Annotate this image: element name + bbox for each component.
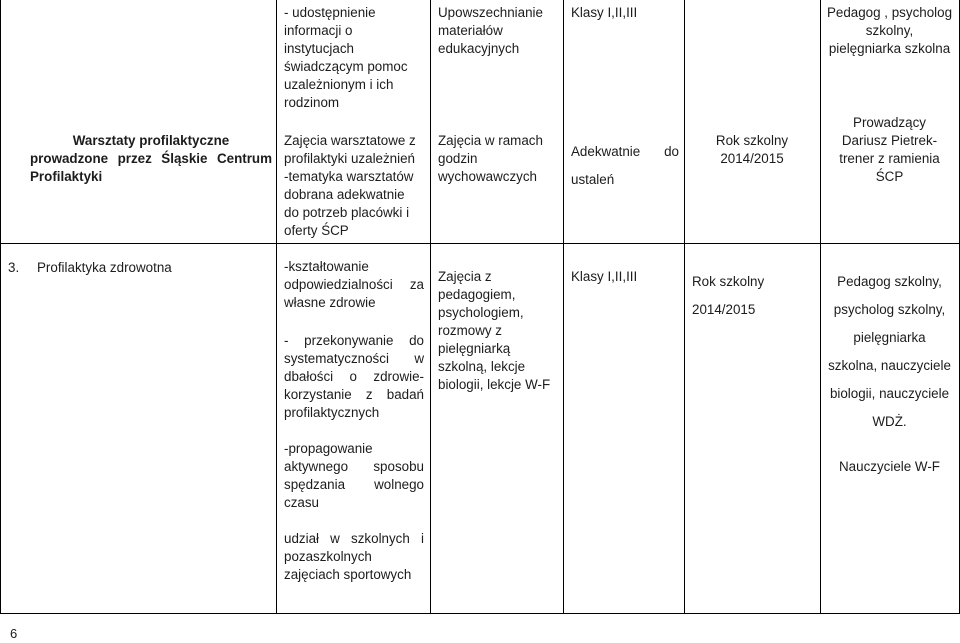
table-border-left <box>0 0 1 614</box>
health-target-classes: Klasy I,II,III <box>571 269 638 284</box>
target-classes: Klasy I,II,III <box>571 5 638 20</box>
health-task-sports: udział w szkolnych i pozaszkolnych zajęciach sportowych <box>284 531 424 582</box>
info-sharing-task: - udostępnienie informacji o instytucjach świadczącym pomoc uzależnionym i ich rodzinom <box>284 5 408 110</box>
workshop-task: Zajęcia warsztatowe z profilaktyki uzależnień -tematyka warsztatów dobrana adekwatnie do potrzeb placówki i oferty ŚCP <box>284 133 416 238</box>
health-prevention-title: Profilaktyka zdrowotna <box>37 260 172 275</box>
health-method: Zajęcia z pedagogiem, psychologiem, rozmowy z pielęgniarką szkolną, lekcje biologii, lekcje W-F <box>438 269 551 392</box>
table-border-bottom <box>0 613 960 614</box>
row-divider <box>0 243 960 244</box>
column-divider-3 <box>563 0 564 614</box>
materials-method: Upowszechnianie materiałów edukacyjnych <box>438 5 543 56</box>
pe-teachers: Nauczyciele W-F <box>839 459 940 474</box>
column-divider-4 <box>684 0 685 614</box>
column-divider-2 <box>430 0 431 614</box>
health-task-checkups: - przekonywanie do systematyczności w dbałości o zdrowie- korzystanie z badań profilaktycznych <box>284 333 424 420</box>
workshop-leader: Prowadzący Dariusz Pietrek- trener z ramienia ŚCP <box>839 115 940 184</box>
column-divider-1 <box>276 0 277 614</box>
health-responsible-staff: Pedagog szkolny, psycholog szkolny, pielęgniarka szkolna, nauczyciele biologii, nauczyciele WDŻ. <box>828 274 951 429</box>
adequate-schedule: Adekwatnie do ustaleń <box>571 144 679 187</box>
health-school-year: Rok szkolny 2014/2015 <box>692 274 765 317</box>
responsible-staff: Pedagog , psycholog szkolny, pielęgniarka szkolna <box>826 5 953 56</box>
health-task-responsibility: -kształtowanie odpowiedzialności za własne zdrowie <box>284 259 424 310</box>
row-number: 3. <box>8 260 20 275</box>
page-number: 6 <box>10 626 18 641</box>
school-year: Rok szkolny 2014/2015 <box>715 133 789 166</box>
classes-method: Zajęcia w ramach godzin wychowawczych <box>438 133 543 184</box>
workshop-title: Warsztaty profilaktyczne prowadzone przez Śląskie Centrum Profilaktyki <box>30 133 272 184</box>
health-task-active-leisure: -propagowanie aktywnego sposobu spędzania wolnego czasu <box>284 441 424 510</box>
